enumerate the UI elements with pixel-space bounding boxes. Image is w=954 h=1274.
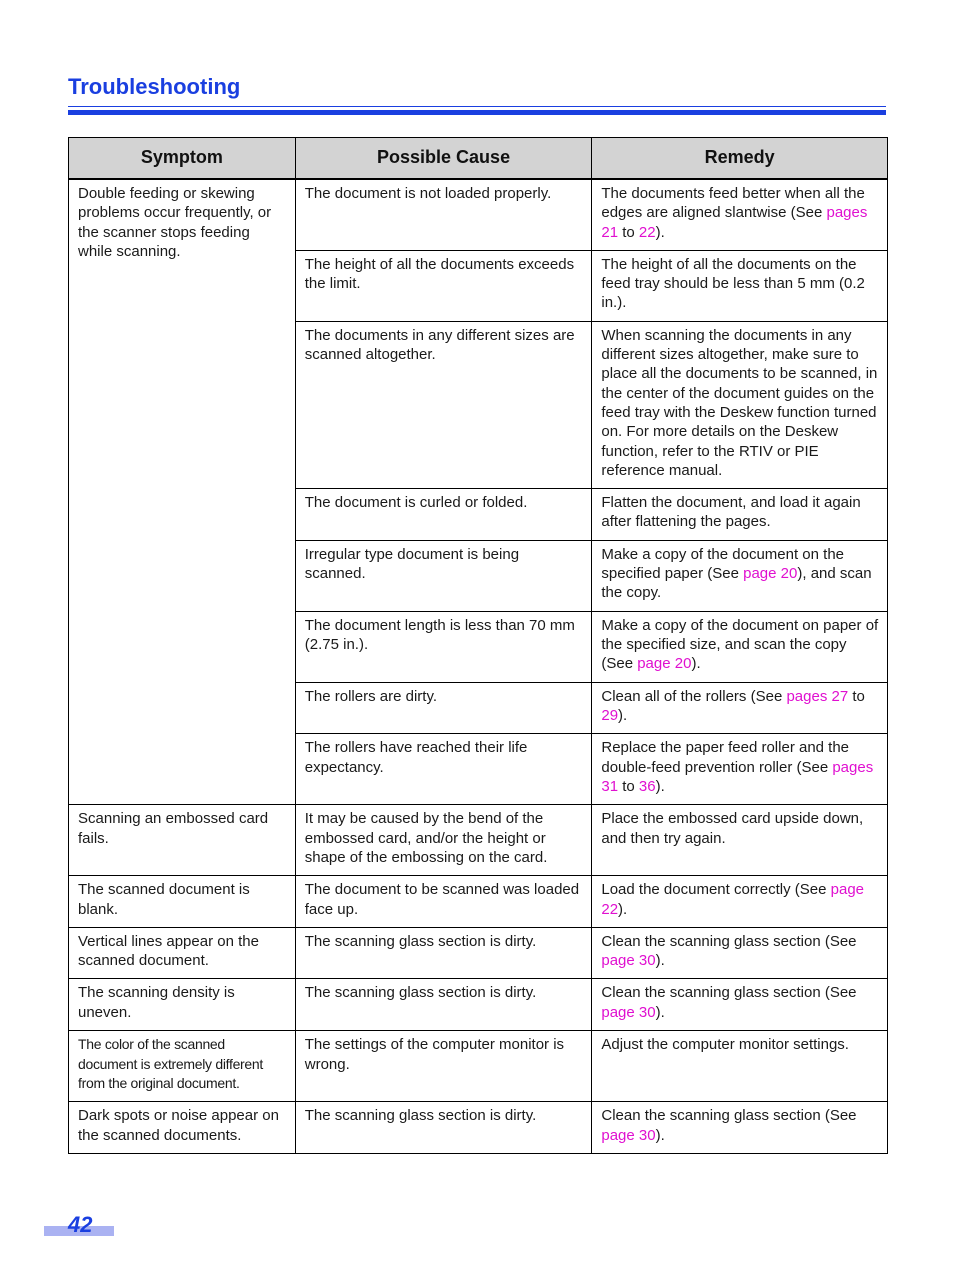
remedy-text: ). [655, 777, 665, 795]
symptom-cell: Double feeding or skewing problems occur frequently, or the scanner stops feeding while scanning. [69, 179, 296, 805]
table-row [69, 805, 888, 876]
symptom-cell: Scanning an embossed card fails. [69, 805, 296, 876]
remedy-text: When scanning the documents in any different sizes altogether, make sure to place all the documents to be scanned, in the center of the document guides on the feed tray with the Deskew function turned on. For more details on the Deskew function, refer to the RTIV or PIE reference manual. [601, 326, 878, 479]
page-link[interactable]: pages 31 [601, 758, 874, 795]
title-rule-thick [68, 110, 886, 115]
remedy-text: Load the document correctly (See [601, 881, 831, 899]
cause-cell: The document to be scanned was loaded face up. [295, 876, 592, 928]
table-row [69, 876, 888, 928]
symptom-cell: The color of the scanned document is extremely different from the original document. [69, 1031, 296, 1102]
remedy-cell [592, 927, 888, 979]
remedy-cell [592, 250, 888, 321]
table-row [69, 1031, 888, 1102]
remedy-text: ). [618, 900, 628, 918]
remedy-cell [592, 1031, 888, 1102]
page-link[interactable]: pages 27 [786, 687, 849, 705]
remedy-text: ). [691, 655, 701, 673]
symptom-cell: The scanning density is uneven. [69, 979, 296, 1031]
remedy-cell [592, 734, 888, 805]
page-number: 42 [68, 1212, 93, 1237]
remedy-text: Replace the paper feed roller and the double-feed prevention roller (See [601, 739, 850, 776]
page-link[interactable]: 36 [638, 777, 656, 795]
remedy-text: Adjust the computer monitor settings. [601, 1036, 849, 1054]
remedy-cell [592, 805, 888, 876]
page-link[interactable]: pages 21 [601, 204, 868, 241]
symptom-cell: Vertical lines appear on the scanned document. [69, 927, 296, 979]
remedy-cell [592, 979, 888, 1031]
cause-cell: The document is not loaded properly. [295, 179, 592, 250]
page-link[interactable]: 29 [601, 706, 619, 724]
remedy-cell [592, 682, 888, 734]
remedy-text: Flatten the document, and load it again after flattening the pages. [601, 494, 861, 531]
title-rule-thin [68, 106, 886, 107]
remedy-text: The documents feed better when all the edges are aligned slantwise (See [601, 185, 865, 222]
remedy-text: The height of all the documents on the feed tray should be less than 5 mm (0.2 in.). [601, 255, 865, 312]
remedy-cell [592, 540, 888, 611]
table-row [69, 979, 888, 1031]
page-link[interactable]: page 20 [637, 655, 692, 673]
remedy-cell [592, 321, 888, 488]
cause-cell: The document is curled or folded. [295, 489, 592, 541]
header-possible-cause: Possible Cause [295, 138, 592, 180]
remedy-cell [592, 611, 888, 682]
cause-cell: The documents in any different sizes are scanned altogether. [295, 321, 592, 488]
header-symptom: Symptom [69, 138, 296, 180]
remedy-text: to [848, 687, 865, 705]
cause-cell: Irregular type document is being scanned. [295, 540, 592, 611]
remedy-cell [592, 179, 888, 250]
cause-cell: The rollers have reached their life expectancy. [295, 734, 592, 805]
symptom-cell: The scanned document is blank. [69, 876, 296, 928]
remedy-text: ). [655, 952, 665, 970]
cause-cell: It may be caused by the bend of the embossed card, and/or the height or shape of the embossing on the card. [295, 805, 592, 876]
table-row [69, 927, 888, 979]
remedy-text: to [618, 223, 639, 241]
remedy-text: Place the embossed card upside down, and then try again. [601, 810, 864, 847]
page-title: Troubleshooting [68, 74, 241, 99]
table-row [69, 1102, 888, 1154]
cause-cell: The height of all the documents exceeds the limit. [295, 250, 592, 321]
table-row [69, 179, 888, 250]
remedy-cell [592, 876, 888, 928]
remedy-text: Clean the scanning glass section (See [601, 1107, 857, 1125]
table-header-row [69, 138, 888, 180]
cause-cell: The scanning glass section is dirty. [295, 979, 592, 1031]
page-link[interactable]: page 30 [601, 1126, 656, 1144]
remedy-text: ). [655, 1126, 665, 1144]
remedy-text: Make a copy of the document on paper of the specified size, and scan the copy (See [601, 616, 879, 673]
page-link[interactable]: page 20 [743, 565, 798, 583]
table-body [69, 179, 888, 1154]
remedy-text: to [618, 777, 639, 795]
header-remedy: Remedy [592, 138, 888, 180]
remedy-text: ). [655, 223, 665, 241]
troubleshooting-table [68, 137, 888, 1154]
remedy-text: Clean all of the rollers (See [601, 687, 787, 705]
remedy-text: Clean the scanning glass section (See [601, 984, 857, 1002]
remedy-text: Clean the scanning glass section (See [601, 932, 857, 950]
cause-cell: The scanning glass section is dirty. [295, 1102, 592, 1154]
remedy-text: Make a copy of the document on the specified paper (See [601, 545, 845, 583]
page-link[interactable]: 22 [638, 223, 656, 241]
remedy-text: ). [655, 1003, 665, 1021]
page-link[interactable]: page 30 [601, 1003, 656, 1021]
cause-cell: The document length is less than 70 mm (2.75 in.). [295, 611, 592, 682]
cause-cell: The settings of the computer monitor is wrong. [295, 1031, 592, 1102]
cause-cell: The scanning glass section is dirty. [295, 927, 592, 979]
remedy-cell [592, 1102, 888, 1154]
symptom-cell: Dark spots or noise appear on the scanned documents. [69, 1102, 296, 1154]
remedy-cell [592, 489, 888, 541]
cause-cell: The rollers are dirty. [295, 682, 592, 734]
page-link[interactable]: page 22 [601, 881, 865, 918]
page-link[interactable]: page 30 [601, 952, 656, 970]
remedy-text: ), and scan the copy. [601, 565, 872, 602]
remedy-text: ). [618, 706, 628, 724]
